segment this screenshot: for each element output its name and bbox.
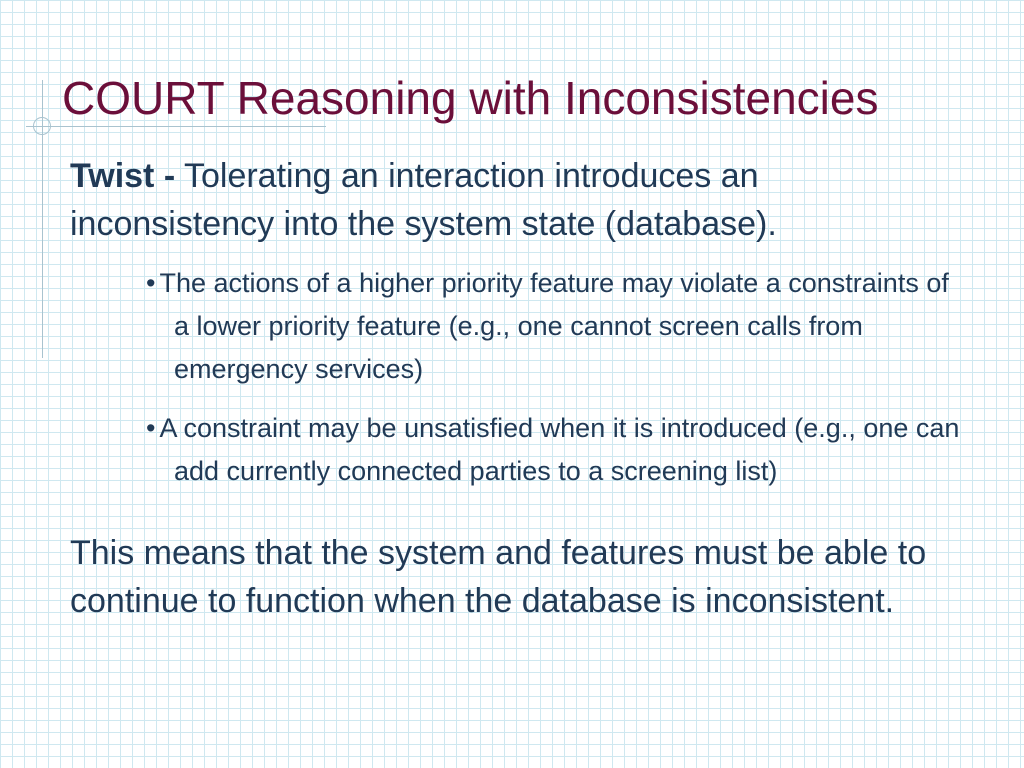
bullet-text: A constraint may be unsatisfied when it is introduced (e.g., one can add currently connected parties to a screening list) [159, 413, 960, 486]
bullet-item [70, 262, 970, 391]
slide-title: COURT Reasoning with Inconsistencies [62, 72, 879, 124]
conclusion-paragraph: This means that the system and features must be able to continue to function when the database is inconsistent. [70, 534, 927, 620]
slide-body [70, 152, 970, 625]
decorative-circle-icon [33, 117, 51, 135]
intro-lead: Twist - [70, 157, 176, 195]
intro-paragraph [70, 152, 970, 248]
bullet-marker: • [146, 268, 156, 298]
bullet-marker: • [146, 413, 156, 443]
decorative-horizontal-line [26, 126, 326, 127]
bullet-item [70, 407, 970, 493]
bullet-text: The actions of a higher priority feature may violate a constraints of a lower priority feature (e.g., one cannot screen calls from emergency services) [159, 268, 949, 384]
intro-text: Tolerating an interaction introduces an inconsistency into the system state (database). [70, 157, 777, 243]
